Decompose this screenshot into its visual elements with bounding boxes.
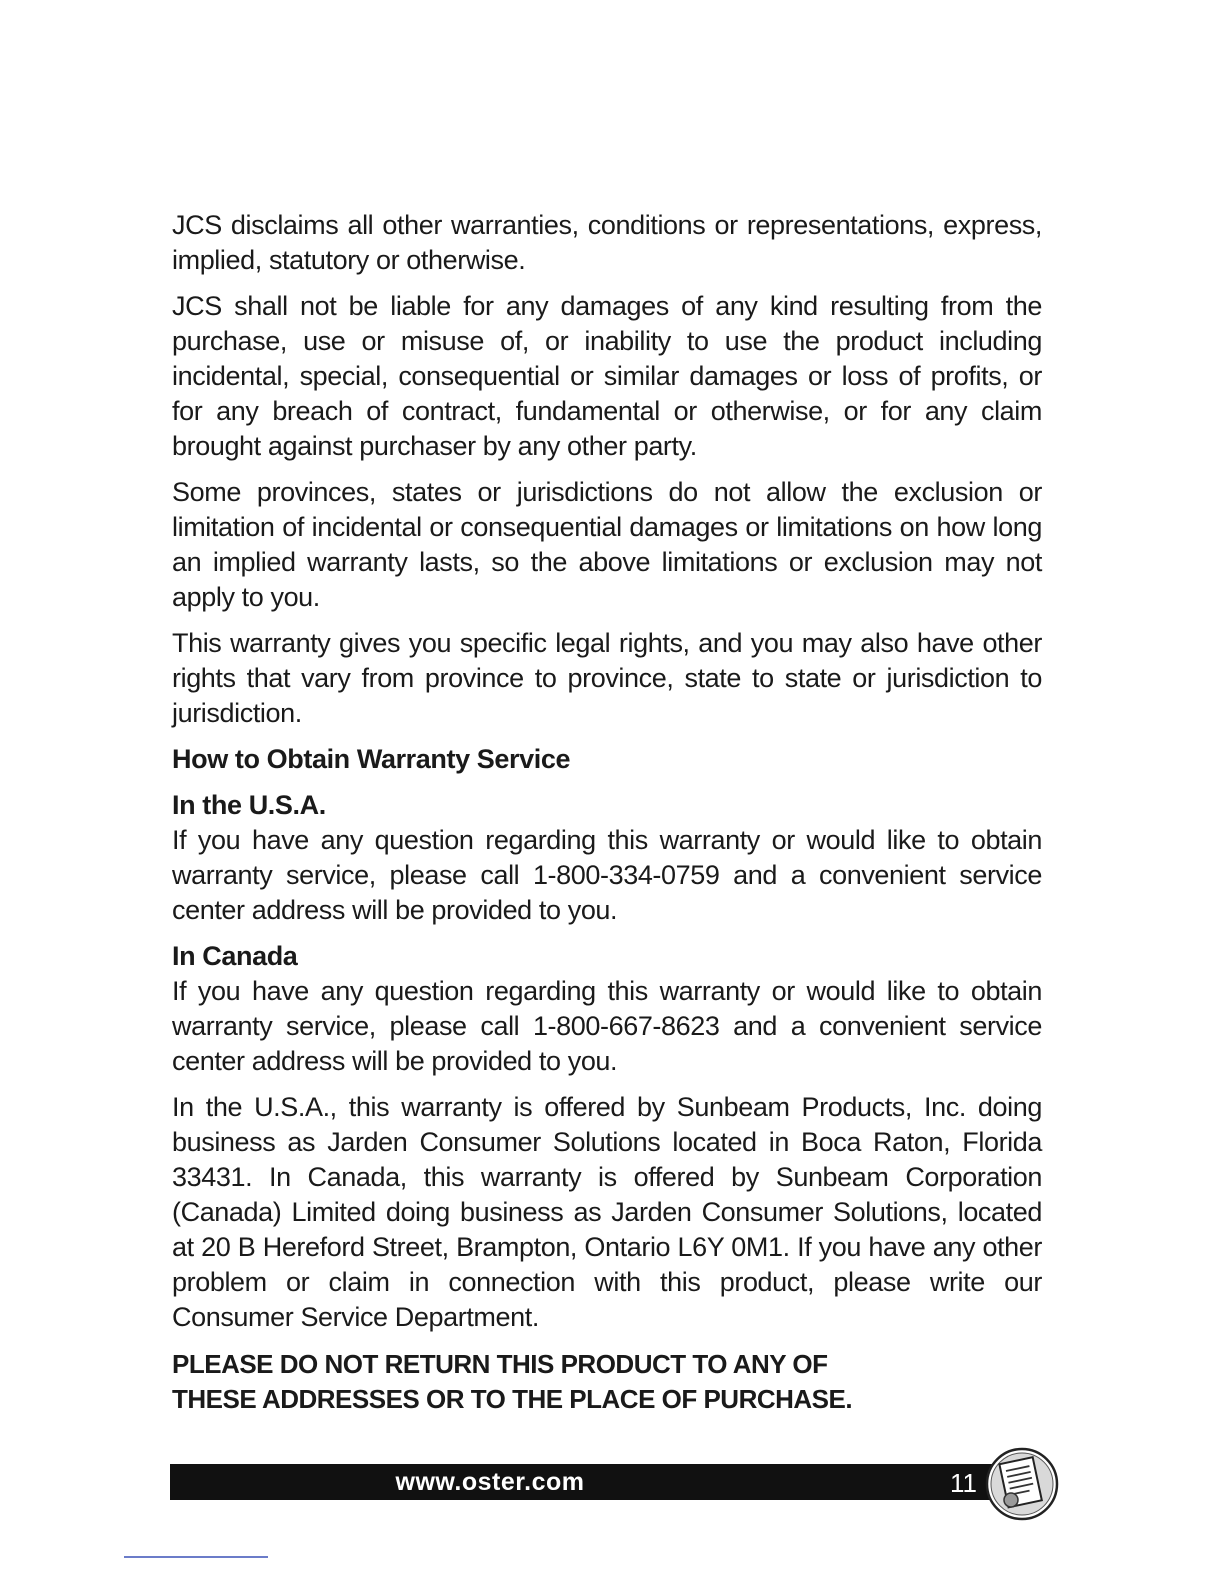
- canada-heading: In Canada: [172, 941, 298, 971]
- bottom-divider: [124, 1556, 268, 1558]
- return-warning-line-2: THESE ADDRESSES OR TO THE PLACE OF PURCHASE.: [172, 1384, 853, 1414]
- page-number: 11: [950, 1468, 977, 1498]
- footer-bar: [170, 1464, 992, 1500]
- canada-service-paragraph: If you have any question regarding this warranty or would like to obtain warranty service, please call 1-800-667-8623 and a convenient service center address will be provided to you.: [172, 976, 1042, 1076]
- page-content: [172, 208, 1042, 1417]
- liability-paragraph: JCS shall not be liable for any damages of any kind resulting from the purchase, use or misuse of, or inability to use the product including incidental, special, consequential or similar damages or loss of profits, or for any breach of contract, fundamental or otherwise, or for any claim brought against purchaser by any other party.: [172, 291, 1042, 461]
- jurisdiction-paragraph: Some provinces, states or jurisdictions do not allow the exclusion or limitation of incidental or consequential damages or limitations on how long an implied warranty lasts, so the above limitations or exclusion may not apply to you.: [172, 477, 1042, 612]
- usa-service-paragraph: If you have any question regarding this warranty or would like to obtain warranty service, please call 1-800-334-0759 and a convenient service center address will be provided to you.: [172, 825, 1042, 925]
- footer-url[interactable]: www.oster.com: [395, 1468, 585, 1496]
- return-warning-line-1: PLEASE DO NOT RETURN THIS PRODUCT TO ANY OF: [172, 1349, 828, 1379]
- return-warning: [172, 1347, 1042, 1417]
- disclaimer-paragraph: JCS disclaims all other warranties, conditions or representations, express, implied, statutory or otherwise.: [172, 210, 1042, 275]
- book-icon: [984, 1446, 1060, 1522]
- warranty-offer-paragraph: In the U.S.A., this warranty is offered by Sunbeam Products, Inc. doing business as Jarden Consumer Solutions located in Boca Raton, Florida 33431. In Canada, this warranty is offered by Sunbeam Corporation (Canada) Limited doing business as Jarden Consumer Solutions, located at 20 B Hereford Street, Brampton, Ontario L6Y 0M1. If you have any other problem or claim in connection with this product, please write our Consumer Service Department.: [172, 1092, 1042, 1332]
- usa-heading: In the U.S.A.: [172, 790, 326, 820]
- legal-rights-paragraph: This warranty gives you specific legal rights, and you may also have other rights that vary from province to province, state to state or jurisdiction to jurisdiction.: [172, 628, 1042, 728]
- warranty-service-heading: How to Obtain Warranty Service: [172, 744, 571, 774]
